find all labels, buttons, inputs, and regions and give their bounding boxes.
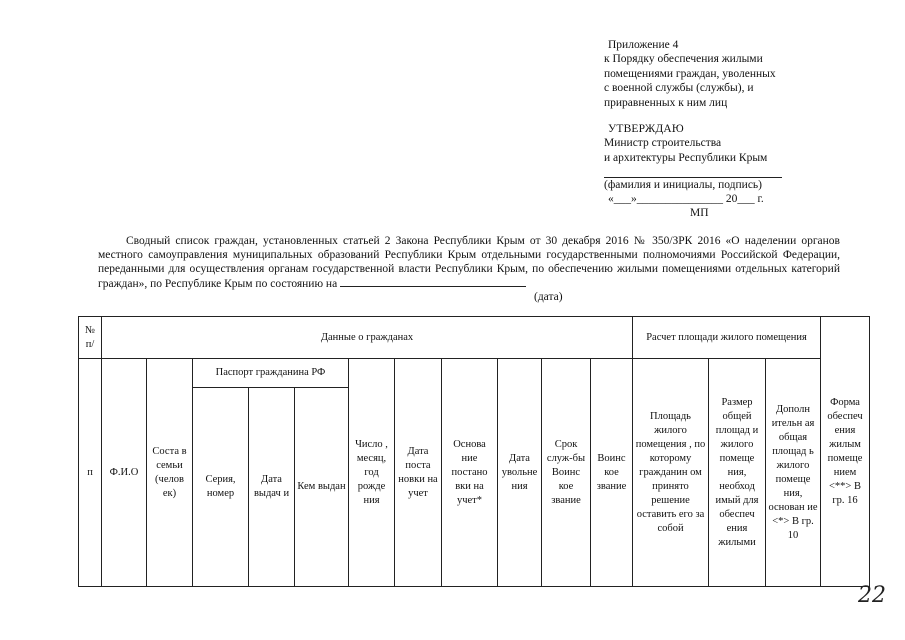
cell-dismissal: Дата увольне ния <box>498 359 542 587</box>
cell-family: Соста в семьи (челов ек) <box>147 359 193 587</box>
stamp-place: МП <box>690 207 709 219</box>
approver-title: и архитектуры Республики Крым <box>604 151 768 164</box>
header-citizens-data: Данные о гражданах <box>102 317 633 359</box>
appendix-line: с военной службы (службы), и <box>604 82 754 95</box>
signature-caption: (фамилия и инициалы, подпись) <box>604 179 763 191</box>
header-no: № п/ <box>79 317 102 359</box>
summary-paragraph <box>98 235 840 292</box>
header-provision-form: Форма обеспеч ения жилым помеще нием <**> В гр. 16 <box>821 317 870 587</box>
header-passport: Паспорт гражданина РФ <box>193 359 349 388</box>
cell-rank: Воинс кое звание <box>591 359 633 587</box>
cell-area-extra: Дополн ительн ая общая площад ь жилого помеще ния, основан ие <*> В гр. 10 <box>766 359 821 587</box>
appendix-line: помещениями граждан, уволенных <box>604 67 776 80</box>
handwritten-page-number: 22 <box>858 583 886 608</box>
date-caption: (дата) <box>534 291 563 303</box>
cell-n: п <box>79 359 102 587</box>
cell-reg-basis: Основа ние постано вки на учет* <box>442 359 498 587</box>
cell-area-needed: Размер общей площад и жилого помеще ния, необход имый для обеспеч ения жилыми <box>709 359 766 587</box>
cell-fio: Ф.И.О <box>102 359 147 587</box>
cell-series: Серия, номер <box>193 388 249 587</box>
approval-block <box>604 122 899 165</box>
approval-date-line: «___»_______________ 20___ г. <box>608 193 764 205</box>
cell-issue-date: Дата выдач и <box>249 388 295 587</box>
citizens-table <box>78 316 870 587</box>
summary-text: Сводный список граждан, установленных статьей 2 Закона Республики Крым от 30 декабря 2016 № 350/ЗРК 2016 «О наделении органов местного самоуправления муниципальных образований Республики Крым отдельными государственными полномочиями Российской Федерации, переданными для осуществления органам государственной власти Республики Крым, по обеспечению жилыми помещениями отдельных категорий граждан», по Республике Крым по состоянию на <box>98 235 840 291</box>
cell-reg-date: Дата поста новки на учет <box>395 359 442 587</box>
appendix-line: к Порядку обеспечения жилыми <box>604 53 763 66</box>
appendix-title: Приложение 4 <box>608 39 679 51</box>
approve-heading: УТВЕРЖДАЮ <box>608 123 684 135</box>
date-blank <box>340 276 526 287</box>
header-area-calc: Расчет площади жилого помещения <box>633 317 821 359</box>
appendix-header <box>604 38 899 110</box>
approver-title: Министр строительства <box>604 137 722 150</box>
cell-area-kept: Площадь жилого помещения , по которому гражданин ом принято решение оставить его за собой <box>633 359 709 587</box>
appendix-line: приравненных к ним лиц <box>604 96 728 109</box>
cell-birth: Число , месяц, год рожде ния <box>349 359 395 587</box>
cell-service: Срок служ-бы Воинс кое звание <box>542 359 591 587</box>
cell-issued-by: Кем выдан <box>295 388 349 587</box>
